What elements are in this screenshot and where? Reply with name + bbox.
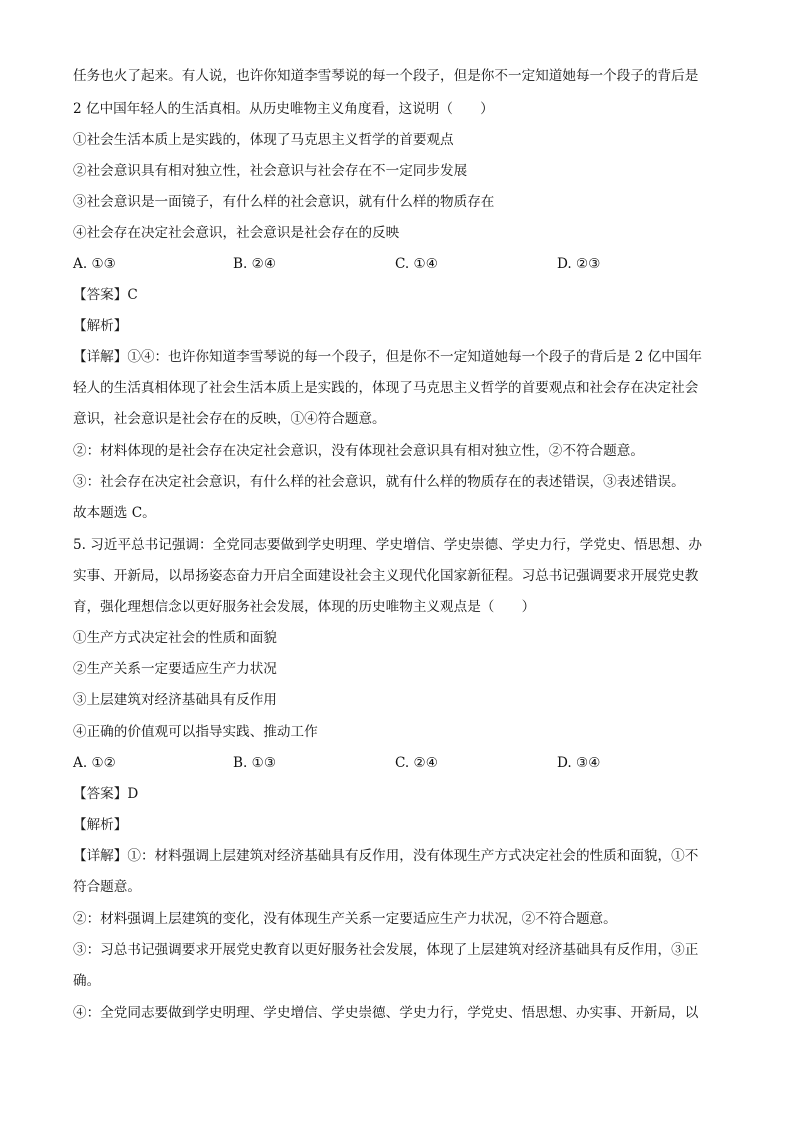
q4-option-b: B. ②④	[233, 256, 277, 272]
q4-detail-line1: 【详解】①④：也许你知道李雪琴说的每一个段子，但是你不一定知道她每一个段子的背后是 2 亿中国年	[73, 349, 703, 365]
q4-stem-line1: 任务也火了起来。有人说，也许你知道李雪琴说的每一个段子，但是你不一定知道她每一个段子的背后是	[73, 68, 699, 84]
q5-detail-line4: ③：习总书记强调要求开展党史教育以更好服务社会发展，体现了上层建筑对经济基础具有反作用，③正	[73, 942, 699, 958]
q4-detail-line3: 意识，社会意识是社会存在的反映，①④符合题意。	[73, 411, 386, 427]
q4-stem-line2: 2 亿中国年轻人的生活真相。从历史唯物主义角度看，这说明（ ）	[73, 101, 494, 117]
q5-item-3: ③上层建筑对经济基础具有反作用	[73, 692, 277, 708]
q5-item-1: ①生产方式决定社会的性质和面貌	[73, 630, 277, 646]
q5-stem-line1: 5. 习近平总书记强调：全党同志要做到学史明理、学史增信、学史崇德、学史力行，学党史、悟思想、办	[73, 537, 703, 553]
q5-analysis-heading: 【解析】	[73, 817, 128, 833]
q4-detail-line4: ②：材料体现的是社会存在决定社会意识，没有体现社会意识具有相对独立性，②不符合题意。	[73, 443, 644, 459]
q4-item-2: ②社会意识具有相对独立性，社会意识与社会存在不一定同步发展	[73, 163, 468, 179]
q4-analysis-heading: 【解析】	[73, 318, 128, 334]
q5-option-c: C. ②④	[395, 755, 438, 771]
q5-option-d: D. ③④	[557, 755, 601, 771]
q5-option-a: A. ①②	[73, 755, 116, 771]
q4-detail-line6: 故本题选 C。	[73, 505, 156, 521]
q4-detail-line5: ③：社会存在决定社会意识，有什么样的社会意识，就有什么样的物质存在的表述错误，③表述错误。	[73, 474, 685, 490]
q4-option-c: C. ①④	[395, 256, 438, 272]
q5-detail-line2: 符合题意。	[73, 879, 141, 895]
q5-detail-line5: 确。	[73, 973, 101, 989]
q4-item-3: ③社会意识是一面镜子，有什么样的社会意识，就有什么样的物质存在	[73, 194, 495, 210]
q4-item-4: ④社会存在决定社会意识，社会意识是社会存在的反映	[73, 225, 400, 241]
q4-answer: 【答案】C	[73, 287, 138, 303]
q4-item-1: ①社会生活本质上是实践的，体现了马克思主义哲学的首要观点	[73, 132, 454, 148]
q5-item-4: ④正确的价值观可以指导实践、推动工作	[73, 724, 318, 740]
q5-detail-line6: ④：全党同志要做到学史明理、学史增信、学史崇德、学史力行，学党史、悟思想、办实事、开新局，以	[73, 1005, 699, 1021]
q5-detail-line1: 【详解】①：材料强调上层建筑对经济基础具有反作用，没有体现生产方式决定社会的性质和面貌，①不	[73, 848, 699, 864]
q5-stem-line2: 实事、开新局，以昂扬姿态奋力开启全面建设社会主义现代化国家新征程。习总书记强调要求开展党史教	[73, 568, 699, 584]
q5-option-b: B. ①③	[233, 755, 277, 771]
q4-option-a: A. ①③	[73, 256, 116, 272]
q5-item-2: ②生产关系一定要适应生产力状况	[73, 661, 277, 677]
q4-option-d: D. ②③	[557, 256, 601, 272]
q4-detail-line2: 轻人的生活真相体现了社会生活本质上是实践的，体现了马克思主义哲学的首要观点和社会存在决定社会	[73, 380, 699, 396]
q5-stem-line3: 育，强化理想信念以更好服务社会发展，体现的历史唯物主义观点是（ ）	[73, 599, 536, 615]
q5-answer: 【答案】D	[73, 786, 139, 802]
q5-detail-line3: ②：材料强调上层建筑的变化，没有体现生产关系一定要适应生产力状况，②不符合题意。	[73, 911, 617, 927]
